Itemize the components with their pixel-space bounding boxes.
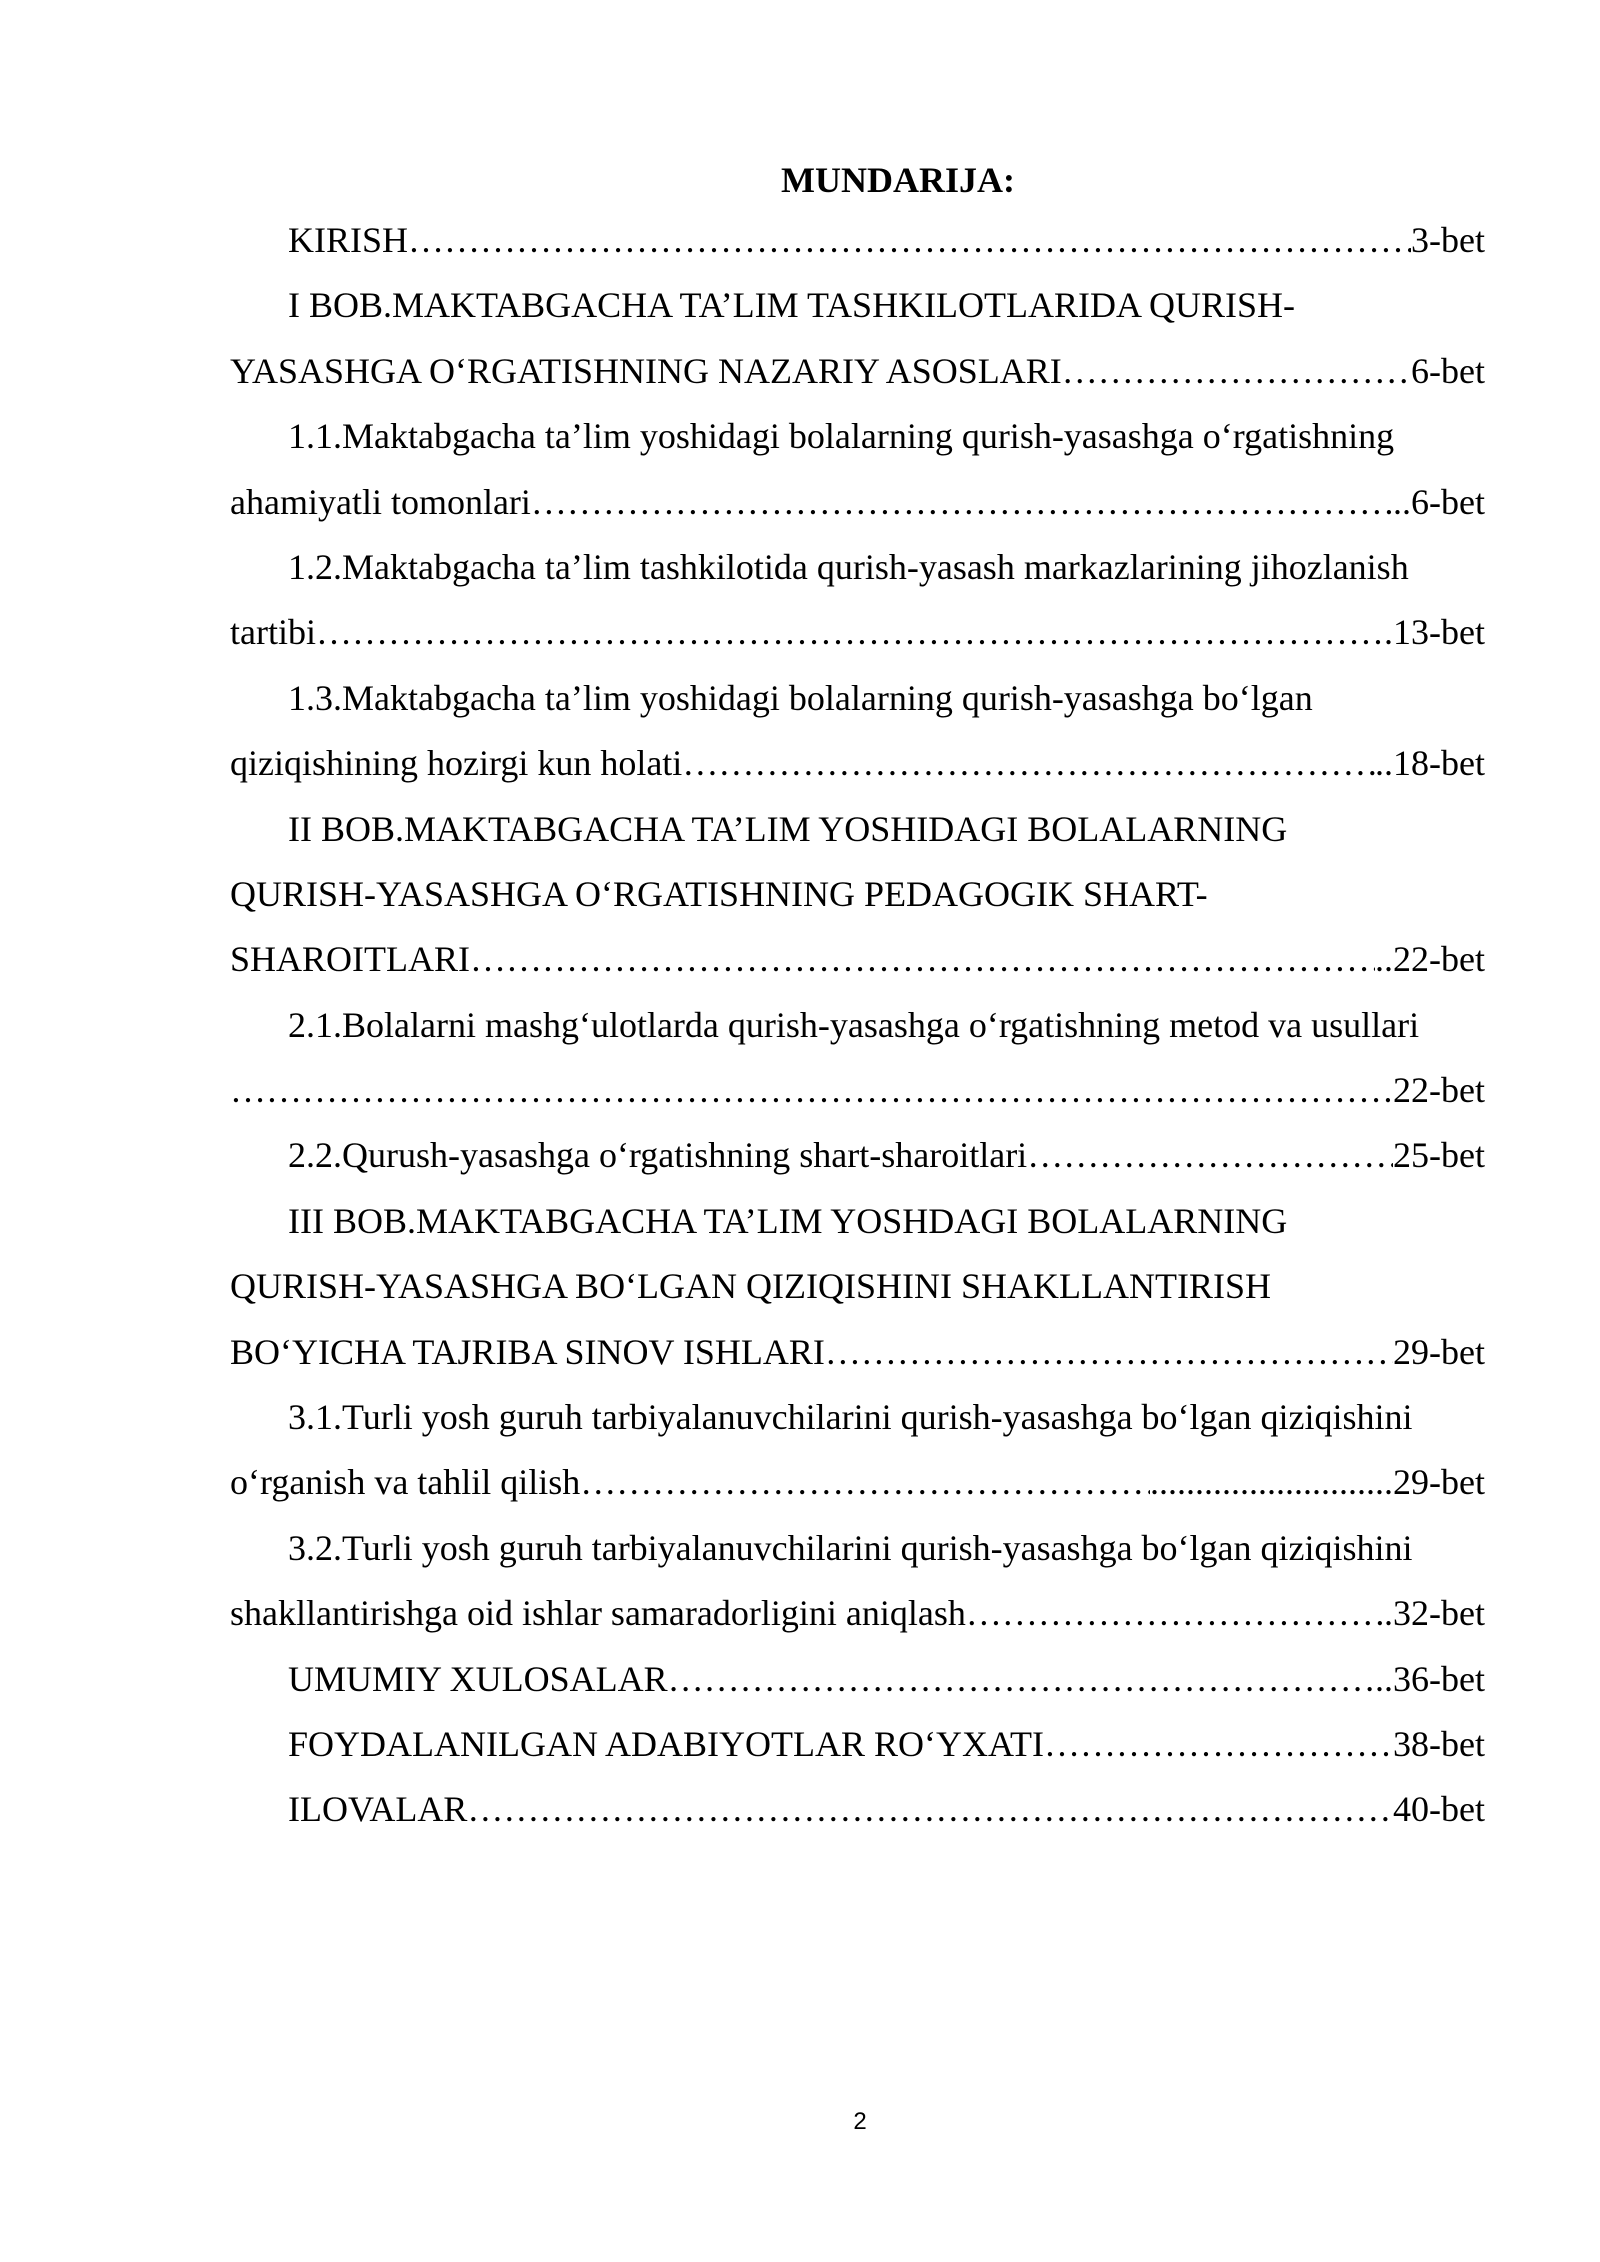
dot-leader xyxy=(580,1450,1150,1515)
toc-entry-line[interactable]: QURISH-YASASHGA BO‘LGAN QIZIQISHINI SHAKLLANTIRISH xyxy=(230,1266,1271,1307)
toc-entry-page: ..6-bet xyxy=(1393,481,1485,522)
toc-entry-title: shakllantirishga oid ishlar samaradorligini aniqlash xyxy=(230,1593,966,1634)
toc-entry-line[interactable]: 1.2.Maktabgacha ta’lim tashkilotida qurish-yasash markazlarining jihozlanish xyxy=(288,546,1409,587)
dot-leader xyxy=(230,1058,1393,1123)
toc-entry-line[interactable]: QURISH-YASASHGA O‘RGATISHNING PEDAGOGIK SHART- xyxy=(230,873,1208,914)
toc-entry-title: FOYDALANILGAN ADABIYOTLAR RO‘YXATI xyxy=(288,1723,1044,1764)
toc-entry-section-1-1[interactable] xyxy=(230,470,1485,535)
toc-entry-line[interactable]: III BOB.MAKTABGACHA TA’LIM YOSHDAGI BOLALARNING xyxy=(288,1200,1288,1241)
toc-entry-line[interactable]: II BOB.MAKTABGACHA TA’LIM YOSHIDAGI BOLALARNING xyxy=(288,808,1288,849)
toc-entry-line[interactable]: 3.2.Turli yosh guruh tarbiyalanuvchilarini qurish-yasashga bo‘lgan qiziqishini xyxy=(288,1527,1413,1568)
toc-entry-kirish[interactable] xyxy=(230,208,1485,273)
toc-entry-page: ..36-bet xyxy=(1375,1658,1485,1699)
toc-entry-section-1-2[interactable] xyxy=(230,600,1485,665)
toc-entry-appendices[interactable] xyxy=(230,1777,1485,1842)
toc-entry-page: .13-bet xyxy=(1384,612,1485,653)
toc-entry-references[interactable] xyxy=(230,1712,1485,1777)
dot-leader xyxy=(966,1581,1384,1646)
toc-entry-section-3-2[interactable] xyxy=(230,1581,1485,1646)
toc-entry-page: 29-bet xyxy=(1393,1331,1485,1372)
toc-entry-title: BO‘YICHA TAJRIBA SINOV ISHLARI xyxy=(230,1331,825,1372)
dot-leader xyxy=(316,600,1384,665)
toc-entry-page: 38-bet xyxy=(1393,1723,1485,1764)
page-title: MUNDARIJA: xyxy=(781,160,1015,200)
toc-entry-title: UMUMIY XULOSALAR xyxy=(288,1658,668,1699)
dot-leader xyxy=(1027,1123,1393,1188)
toc-entry-page: 40-bet xyxy=(1393,1789,1485,1830)
toc-entry-chapter-3[interactable] xyxy=(230,1320,1485,1385)
toc-entry-section-3-1[interactable] xyxy=(230,1450,1485,1515)
toc-entry-page: 25-bet xyxy=(1393,1135,1485,1176)
toc-entry-line[interactable]: 1.1.Maktabgacha ta’lim yoshidagi bolalarning qurish-yasashga o‘rgatishning xyxy=(288,416,1395,457)
dot-leader xyxy=(825,1320,1393,1385)
toc-entry-chapter-2[interactable] xyxy=(230,927,1485,992)
toc-entry-section-1-3[interactable] xyxy=(230,731,1485,796)
dot-leader xyxy=(408,208,1411,273)
dot-leader xyxy=(470,927,1375,992)
toc-entry-page: ...........................29-bet xyxy=(1150,1462,1485,1503)
toc-entry-line[interactable]: 3.1.Turli yosh guruh tarbiyalanuvchilarini qurish-yasashga bo‘lgan qiziqishini xyxy=(288,1397,1413,1438)
toc-entry-conclusions[interactable] xyxy=(230,1647,1485,1712)
toc-entry-section-2-1[interactable] xyxy=(230,1058,1485,1123)
dot-leader xyxy=(1062,339,1411,404)
dot-leader xyxy=(682,731,1375,796)
toc-entry-title: KIRISH xyxy=(288,220,409,260)
toc-entry-page: ..18-bet xyxy=(1375,743,1485,784)
toc-entry-chapter-1[interactable] xyxy=(230,339,1485,404)
toc-entry-title: YASASHGA O‘RGATISHNING NAZARIY ASOSLARI xyxy=(230,350,1062,391)
toc-entry-line[interactable]: 1.3.Maktabgacha ta’lim yoshidagi bolalarning qurish-yasashga bo‘lgan xyxy=(288,677,1313,718)
page-number: 2 xyxy=(853,2108,867,2135)
dot-leader xyxy=(1044,1712,1393,1777)
toc-entry-title: tartibi xyxy=(230,612,316,653)
table-of-contents xyxy=(230,208,1485,1843)
toc-entry-line[interactable]: 2.1.Bolalarni mashg‘ulotlarda qurish-yasashga o‘rgatishning metod va usullari xyxy=(288,1004,1420,1045)
toc-entry-page: ..22-bet xyxy=(1375,939,1485,980)
toc-entry-line[interactable]: I BOB.MAKTABGACHA TA’LIM TASHKILOTLARIDA QURISH- xyxy=(288,285,1296,326)
toc-entry-page: 3-bet xyxy=(1411,220,1485,260)
dot-leader xyxy=(668,1647,1375,1712)
toc-entry-title: 2.2.Qurush-yasashga o‘rgatishning shart-sharoitlari xyxy=(288,1135,1028,1176)
toc-entry-title: qiziqishining hozirgi kun holati xyxy=(230,743,683,784)
toc-entry-title: o‘rganish va tahlil qilish xyxy=(230,1462,581,1503)
toc-entry-section-2-2[interactable] xyxy=(230,1123,1485,1188)
toc-entry-page: .32-bet xyxy=(1384,1593,1485,1634)
toc-entry-title: SHAROITLARI xyxy=(230,939,470,980)
toc-entry-title: ILOVALAR xyxy=(288,1789,468,1830)
dot-leader xyxy=(467,1777,1393,1842)
toc-entry-page: 6-bet xyxy=(1411,350,1485,391)
toc-entry-title: ahamiyatli tomonlari xyxy=(230,481,531,522)
toc-entry-page: 22-bet xyxy=(1393,1070,1485,1111)
dot-leader xyxy=(531,470,1393,535)
